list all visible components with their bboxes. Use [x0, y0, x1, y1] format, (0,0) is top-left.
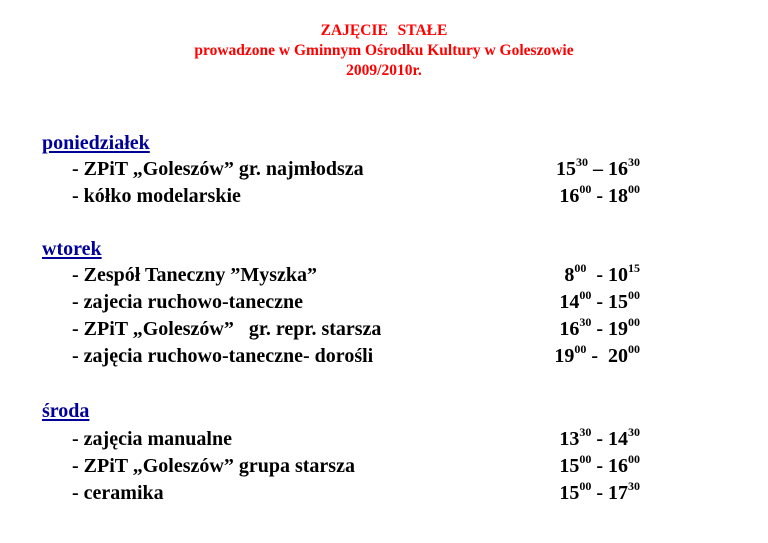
- schedule-time: $15^{00} - 17^{30}$: [559, 479, 640, 504]
- day-heading-tuesday: wtorek: [42, 238, 102, 260]
- schedule-item: - ZPiT „Goleszów” grupa starsza: [72, 455, 355, 477]
- document-subtitle: prowadzone w Gminnym Ośrodku Kultury w Goleszowie: [194, 42, 574, 59]
- schedule-item: - Zespół Taneczny ”Myszka”: [72, 264, 318, 286]
- schedule-item: - zajecia ruchowo-taneczne: [72, 291, 304, 313]
- schedule-time: $15^{30} - 16^{30}$: [556, 155, 640, 180]
- document-header: [0, 21, 768, 81]
- schedule-time: $13^{30} - 14^{30}$: [559, 425, 640, 450]
- schedule-time: $19^{00} - 20^{00}$: [554, 342, 640, 367]
- schedule-item: - zajęcia ruchowo-taneczne- dorośli: [72, 345, 374, 367]
- day-heading-monday: poniedziałek: [42, 132, 150, 154]
- schedule-item: - kółko modelarskie: [72, 185, 241, 207]
- schedule-time: $16^{30} - 19^{00}$: [559, 315, 640, 340]
- day-heading-wednesday: środa: [42, 400, 90, 422]
- document-title: ZAJĘCIE STAŁE: [320, 22, 448, 39]
- schedule-time: $14^{00} - 15^{00}$: [559, 288, 640, 313]
- schedule-time: $8^{00} - 10^{15}$: [564, 261, 640, 286]
- schedule-time: $15^{00} - 16^{00}$: [559, 452, 640, 477]
- school-year: 2009/2010r.: [346, 62, 422, 79]
- schedule-item: - ZPiT „Goleszów” gr. repr. starsza: [72, 318, 382, 340]
- schedule-time: $16^{00} - 18^{00}$: [559, 182, 640, 207]
- schedule-item: - ceramika: [72, 482, 164, 504]
- schedule-item: - ZPiT „Goleszów” gr. najmłodsza: [72, 158, 364, 180]
- schedule-item: - zajęcia manualne: [72, 428, 232, 450]
